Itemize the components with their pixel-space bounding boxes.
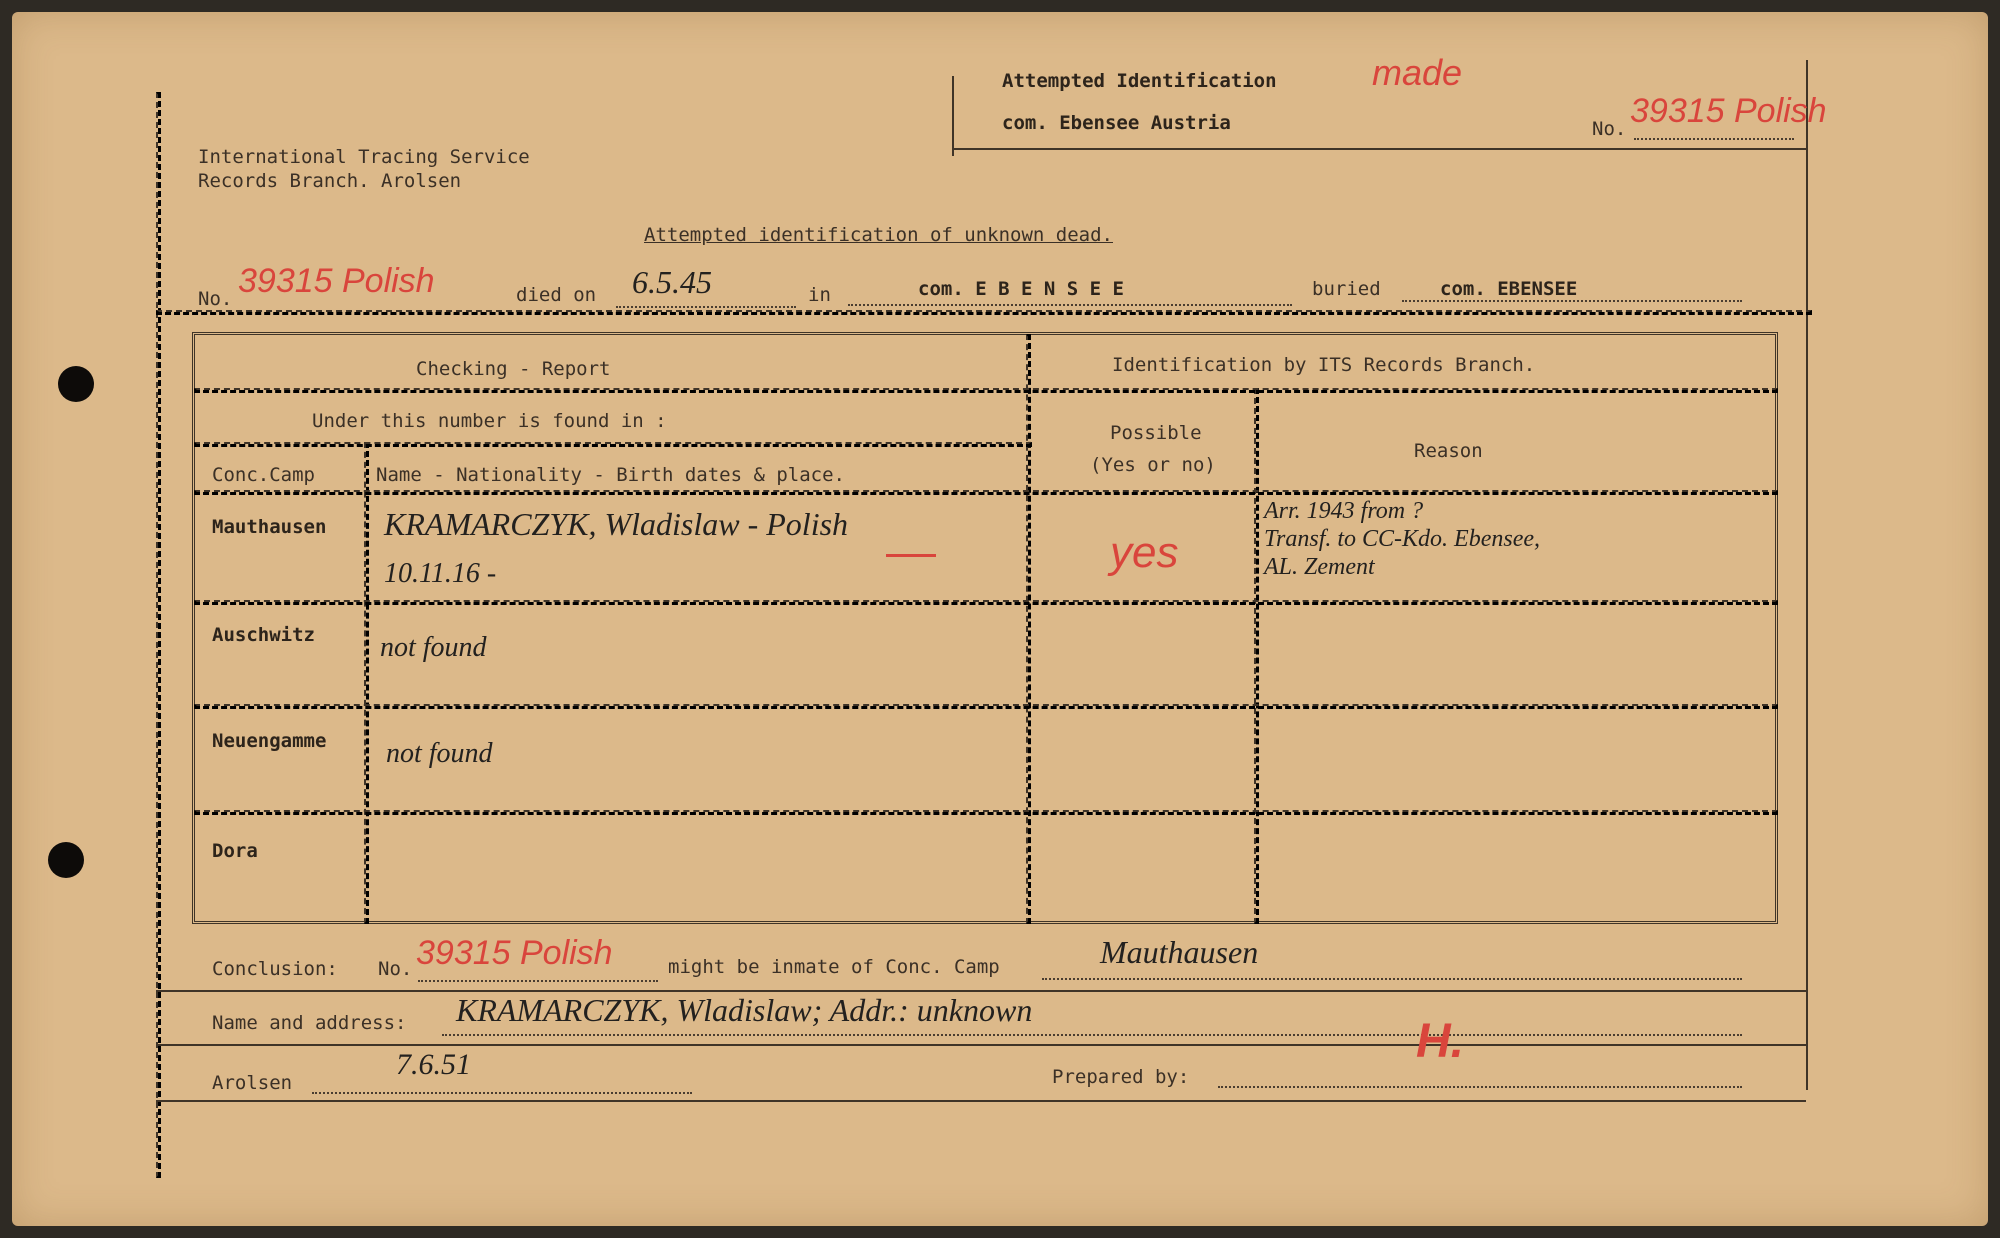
record-died-label: died on <box>516 284 597 306</box>
header-no-label: No. <box>1592 118 1627 140</box>
under-number-header: Under this number is found in : <box>312 410 667 432</box>
record-in-value: com. E B E N S E E <box>918 278 1124 300</box>
conclusion-camp-dotline <box>1042 978 1742 980</box>
record-buried-value: com. EBENSEE <box>1440 278 1578 300</box>
conclusion-date: 7.6.51 <box>396 1048 471 1081</box>
form-title: Attempted identification of unknown dead. <box>644 224 1113 246</box>
conclusion-camp-value: Mauthausen <box>1100 934 1259 970</box>
conclusion-separator-2 <box>156 1044 1806 1046</box>
row-2-camp: Auschwitz <box>212 624 315 646</box>
stamp-handwritten-note: made <box>1372 52 1463 93</box>
buried-dotline <box>1402 300 1742 302</box>
stamp-line-2: com. Ebensee Austria <box>1002 112 1231 134</box>
conclusion-no-label: No. <box>378 958 413 980</box>
record-in-label: in <box>808 284 831 306</box>
row-4-camp: Dora <box>212 840 258 862</box>
checking-report-header: Checking - Report <box>416 358 611 380</box>
row-1-reason-1: Arr. 1943 from ? <box>1264 498 1424 524</box>
prepared-by-label: Prepared by: <box>1052 1066 1190 1088</box>
name-address-label: Name and address: <box>212 1012 407 1034</box>
record-died-value: 6.5.45 <box>632 264 712 300</box>
table-divider-camp <box>364 442 369 924</box>
row-1-reason-2: Transf. to CC-Kdo. Ebensee, <box>1264 526 1541 552</box>
row-2-name: not found <box>380 632 487 663</box>
org-line-1: International Tracing Service <box>198 146 530 168</box>
left-margin-line <box>156 92 161 1178</box>
punch-hole-top <box>58 366 94 402</box>
died-dotline <box>616 306 796 308</box>
row-1-nationality-underline <box>886 554 936 557</box>
conclusion-no-dotline <box>418 980 658 982</box>
stamp-box-left <box>952 76 954 156</box>
row-1-name: KRAMARCZYK, Wladislaw - Polish <box>384 506 849 542</box>
table-row-line-6 <box>194 810 1778 815</box>
table-row-line-2 <box>194 442 1032 447</box>
table-divider-reason <box>1254 388 1259 924</box>
prepared-by-initials: H. <box>1416 1015 1464 1068</box>
row-1-reason-3: AL. Zement <box>1264 554 1375 580</box>
date-dotline <box>312 1092 692 1094</box>
header-no-value: 39315 Polish <box>1630 92 1827 130</box>
table-row-line-4 <box>194 600 1778 605</box>
reason-column-header: Reason <box>1414 440 1483 462</box>
row-1-possible: yes <box>1110 528 1179 577</box>
org-line-2: Records Branch. Arolsen <box>198 170 462 192</box>
row-1-camp: Mauthausen <box>212 516 327 538</box>
row-3-camp: Neuengamme <box>212 730 327 752</box>
row-3-name: not found <box>386 738 493 769</box>
name-address-value: KRAMARCZYK, Wladislaw; Addr.: unknown <box>456 992 1033 1028</box>
name-column-header: Name - Nationality - Birth dates & place. <box>376 464 845 486</box>
tracing-card <box>12 12 1988 1226</box>
stamp-box-bottom <box>952 148 1808 150</box>
right-margin-line <box>1806 60 1808 1090</box>
stamp-line-1: Attempted Identification <box>1002 70 1277 92</box>
name-address-dotline <box>442 1034 1742 1036</box>
table-row-line-1 <box>194 388 1778 393</box>
punch-hole-bottom <box>48 842 84 878</box>
possible-column-subheader: (Yes or no) <box>1090 454 1216 476</box>
table-divider-main <box>1026 334 1031 924</box>
card-bottom-line <box>156 1100 1806 1102</box>
possible-column-header: Possible <box>1110 422 1202 444</box>
prepared-by-dotline <box>1218 1086 1742 1088</box>
arolsen-label: Arolsen <box>212 1072 293 1094</box>
camp-column-header: Conc.Camp <box>212 464 315 486</box>
record-underline <box>156 310 1812 315</box>
record-no-value: 39315 Polish <box>238 262 435 300</box>
table-row-line-3 <box>194 490 1778 495</box>
record-no-label: No. <box>198 288 233 310</box>
conclusion-no-value: 39315 Polish <box>416 934 613 972</box>
row-1-birthdate: 10.11.16 - <box>384 558 497 589</box>
identification-header: Identification by ITS Records Branch. <box>1112 354 1536 376</box>
conclusion-might-be: might be inmate of Conc. Camp <box>668 956 1000 978</box>
header-no-dotline <box>1634 138 1794 140</box>
table-row-line-5 <box>194 704 1778 709</box>
conclusion-label: Conclusion: <box>212 958 338 980</box>
in-dotline <box>848 304 1292 306</box>
record-buried-label: buried <box>1312 278 1381 300</box>
